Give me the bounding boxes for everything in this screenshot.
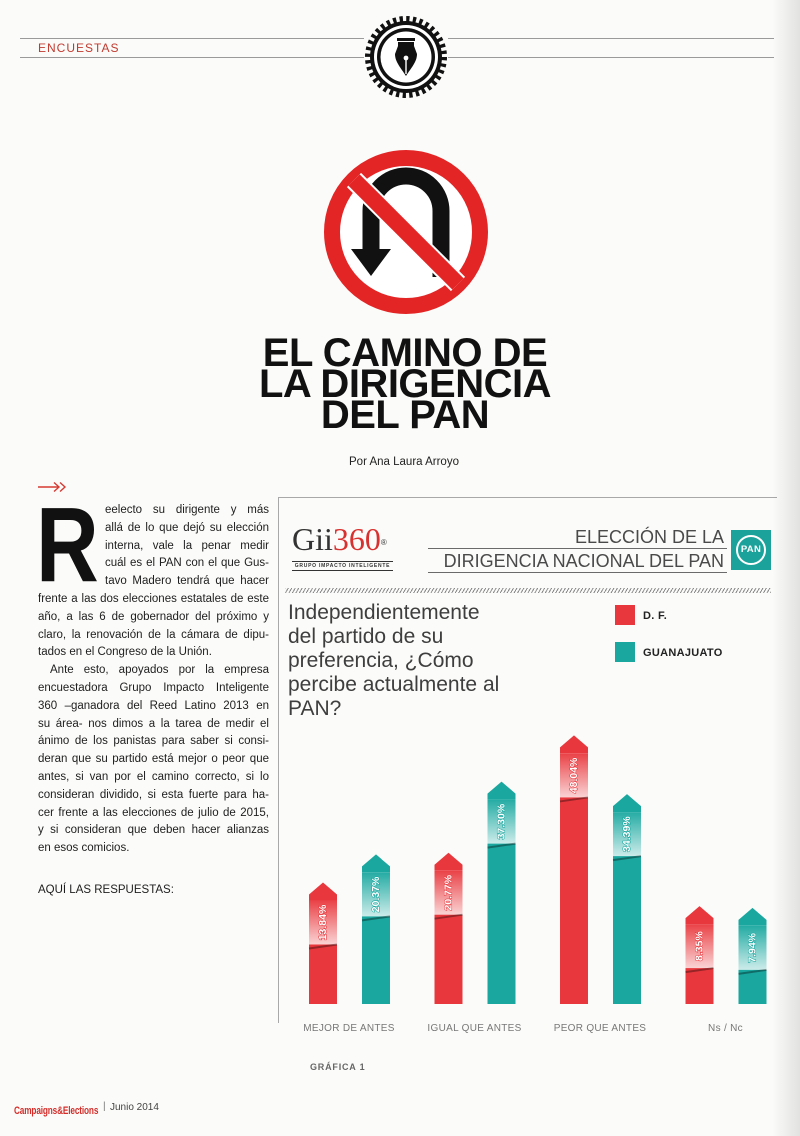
bar-chart	[280, 700, 780, 1045]
bar-cap	[613, 794, 641, 812]
bar-value-label: 8.35%	[693, 931, 706, 961]
category-label: IGUAL QUE ANTES	[427, 1023, 522, 1034]
bar-cap	[309, 882, 337, 900]
header-rule-top-left	[20, 38, 364, 39]
bar-df-3	[560, 735, 588, 1004]
pan-logo-text: PAN	[740, 544, 762, 555]
logo-tagline: GRUPO IMPACTO INTELIGENTE	[292, 561, 393, 571]
logo-main: Gii	[292, 521, 333, 557]
legend-swatch-df	[615, 605, 635, 625]
header-rule-top-right	[448, 38, 774, 39]
body-line: en esos comicios.	[38, 842, 130, 855]
body-line: y si consideran que deben hacer alianzas	[38, 824, 269, 837]
body-line: allá de lo que dejó su elección	[105, 521, 269, 534]
bar-cap	[435, 853, 463, 871]
header-rule-bottom-left	[20, 57, 364, 58]
question-line: preferencia, ¿Cómo	[288, 649, 474, 672]
logo-number: 360	[332, 521, 381, 557]
category-label: Ns / Nc	[708, 1023, 743, 1034]
header-rule-bottom-right	[448, 57, 774, 58]
bar-guanajuato-3	[613, 794, 641, 1004]
bar-guanajuato-4	[739, 908, 767, 1004]
logo-mark: ®	[380, 538, 387, 547]
legend-label-df: D. F.	[643, 610, 668, 622]
body-line: interna, vale la penar medir	[105, 539, 269, 552]
title-line: EL CAMINO DE	[262, 331, 548, 375]
bar	[686, 968, 714, 1004]
article-title	[150, 331, 660, 437]
issue-date: Junio 2014	[110, 1102, 159, 1113]
bar-guanajuato-1	[362, 854, 390, 1004]
bar-value-label: 34.39%	[621, 816, 633, 852]
no-u-turn-sign-icon	[321, 147, 491, 317]
title-line: DEL PAN	[320, 393, 490, 437]
bar	[362, 916, 390, 1004]
closing-line: AQUÍ LAS RESPUESTAS:	[38, 884, 174, 896]
drop-cap: R	[36, 486, 99, 604]
section-label: ENCUESTAS	[38, 41, 120, 55]
bar	[435, 915, 463, 1004]
body-line: Ante esto, apoyados por la empresa	[50, 664, 269, 677]
bar-cap	[686, 906, 714, 924]
bar	[739, 970, 767, 1004]
body-line: eelecto su dirigente y más	[105, 504, 269, 516]
bar-cap	[488, 782, 516, 800]
bar-value-label: 20.37%	[370, 876, 382, 913]
bar-cap	[739, 908, 767, 926]
body-line: frente a las dos elecciones estatales de este	[38, 592, 269, 605]
legend-label-guanajuato: GUANAJUATO	[643, 647, 723, 659]
body-line: antes, si van por el camino correcto, si lo	[38, 770, 269, 783]
heading-rule-bottom	[428, 572, 727, 573]
bar-cap	[362, 854, 390, 872]
body-line: año, a las 6 de gobernador del próximo y	[38, 610, 269, 623]
bar-df-1	[309, 882, 337, 1004]
gii360-logo	[292, 521, 387, 557]
bar-guanajuato-2	[488, 782, 516, 1004]
bar-value-label: 20.77%	[442, 874, 455, 911]
category-label: MEJOR DE ANTES	[303, 1023, 395, 1034]
bar-cap	[560, 735, 588, 753]
bar	[560, 797, 588, 1004]
question-line: Independientemente	[288, 601, 480, 624]
body-line: claro, la renovación de la cámara de dipu-	[38, 628, 269, 641]
bar	[488, 844, 516, 1004]
bar-value-label: 37.30%	[495, 803, 508, 840]
chart-heading-line: DIRIGENCIA NACIONAL DEL PAN	[443, 551, 724, 571]
question-line: PAN?	[288, 697, 342, 720]
bar-df-4	[686, 906, 714, 1004]
pan-party-logo	[731, 530, 771, 570]
bar-value-label: 13.84%	[317, 904, 329, 941]
byline: Por Ana Laura Arroyo	[349, 456, 459, 468]
footer-separator: |	[103, 1101, 106, 1112]
body-line: cer frente a las elecciones de julio de 2015,	[38, 806, 269, 819]
page-footer	[14, 1101, 159, 1117]
question-line: del partido de su	[288, 625, 444, 648]
chart-heading-line: ELECCIÓN DE LA	[574, 527, 724, 547]
body-line: consideran dividido, si esta fuerte para ha-	[38, 788, 269, 801]
magazine-name: Campaigns&Elections	[14, 1105, 99, 1117]
fountain-pen-nib-icon	[364, 15, 448, 99]
bar-value-label: 48.04%	[568, 757, 580, 794]
bar	[613, 856, 641, 1004]
chart-caption: GRÁFICA 1	[310, 1062, 366, 1072]
body-line: cuál es el PAN con el que Gus-	[105, 557, 269, 570]
bar-value-label: 7.94%	[746, 932, 759, 963]
legend-swatch-guanajuato	[615, 642, 635, 662]
body-line: su área- nos dimos a la tarea de medir el	[38, 717, 269, 730]
hatched-divider	[285, 588, 771, 593]
body-line: ánimo de los panistas para saber si consi-	[38, 735, 269, 748]
article-body	[38, 502, 269, 858]
question-line: percibe actualmente al	[288, 673, 500, 696]
body-line: encuestadora Grupo Impacto Inteligente	[38, 681, 269, 694]
body-line: 360 –ganadora del Reed Latino 2013 en	[38, 699, 269, 712]
body-line: tados en el Congreso de la Unión.	[38, 646, 212, 659]
heading-rule-top	[428, 548, 727, 549]
bar	[309, 944, 337, 1004]
bar-df-2	[435, 853, 463, 1004]
page-edge-shadow	[772, 0, 800, 1136]
body-line: tavo Madero tendrá que hacer	[105, 575, 269, 588]
body-line: deran que su partido está mejor o peor que	[38, 753, 269, 766]
category-label: PEOR QUE ANTES	[553, 1023, 647, 1034]
title-line: LA DIRIGENCIA	[258, 362, 551, 406]
